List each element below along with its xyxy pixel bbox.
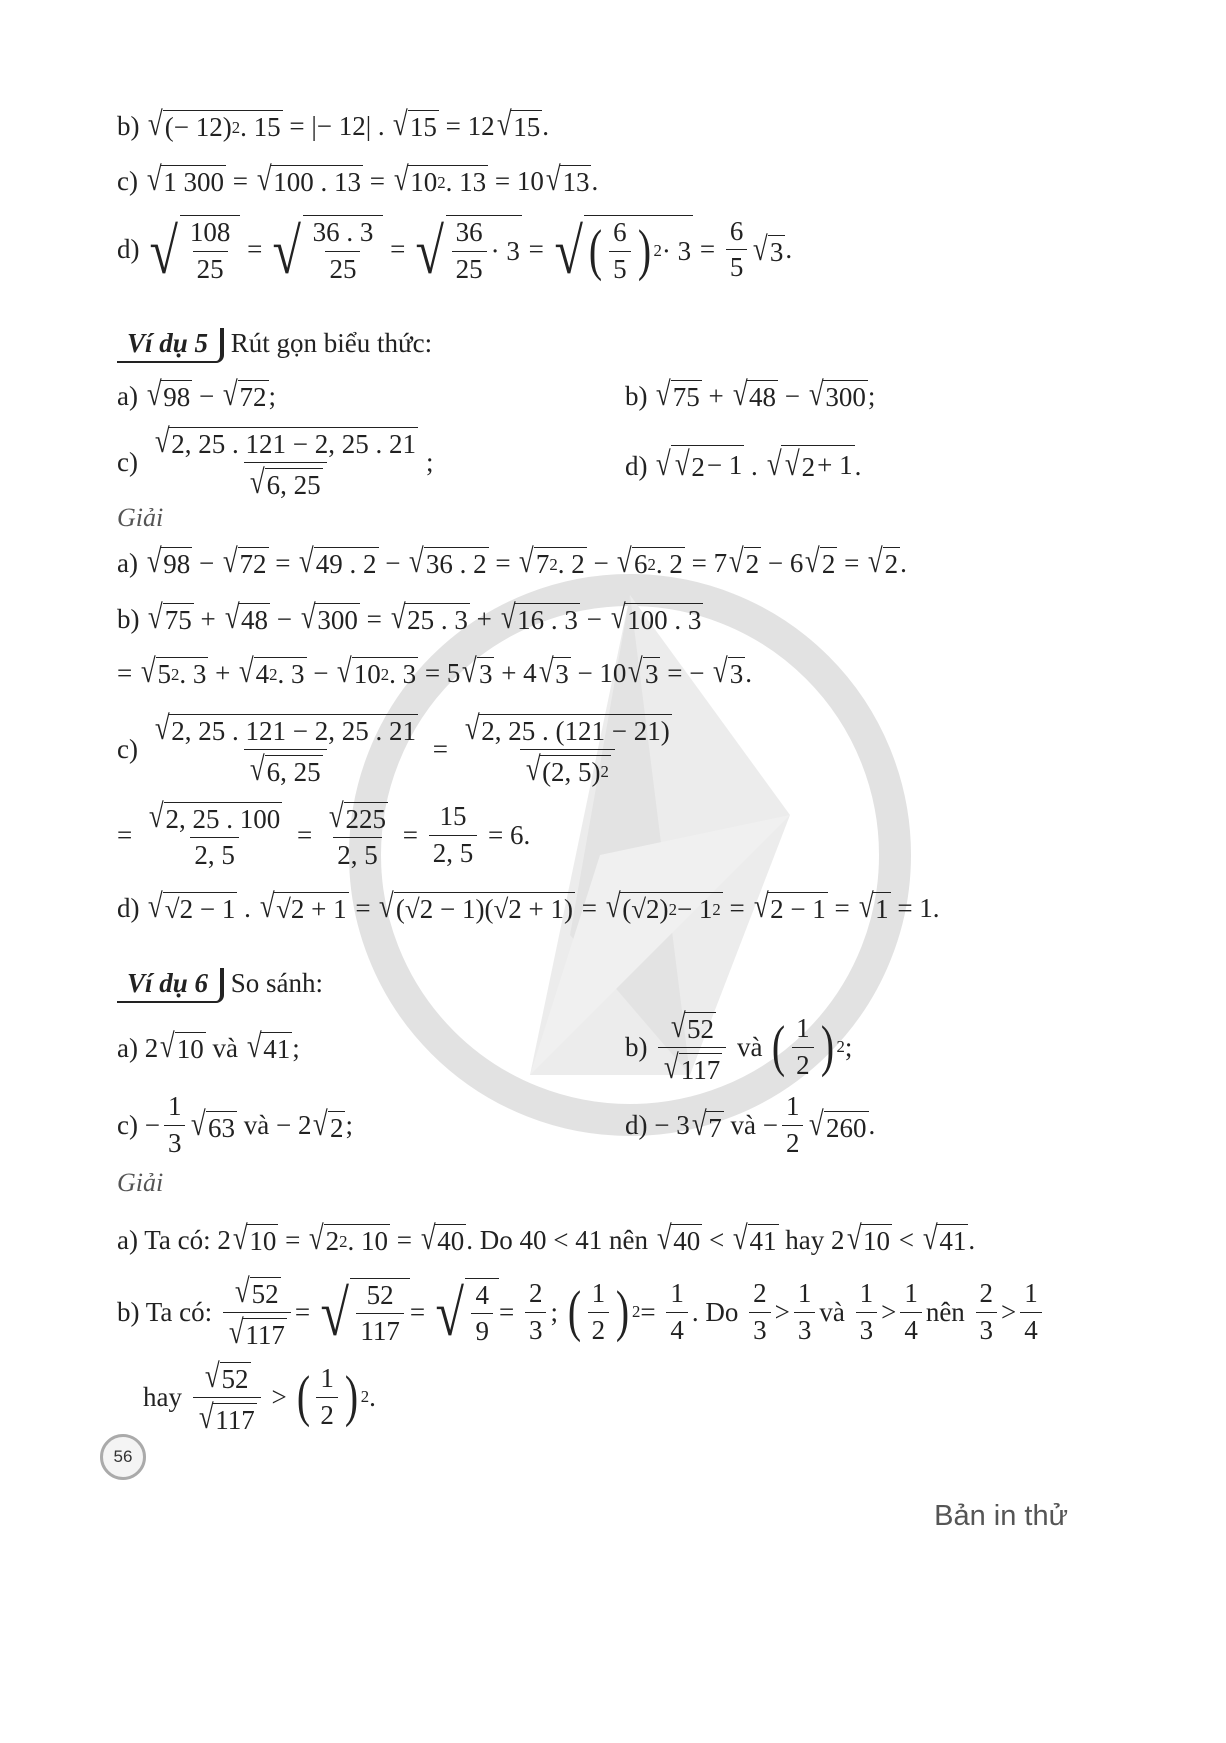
example-label: Ví dụ 6 xyxy=(117,968,224,1003)
example-6-heading xyxy=(117,968,323,1003)
ex5-solution-a: a) √ 98 − √ 72 = √ 49 . 2 − √ 36 . 2 = √ 7 2 . 2 − √ 6 2 . 2 = 7 √ 2 − 6 √ 2 = √ 2 . xyxy=(117,543,907,580)
example-prompt: Rút gọn biểu thức: xyxy=(230,328,433,358)
ex5-problem-c: c) √ 2, 25 . 121 − 2, 25 . 21 √ 6, 25 ; xyxy=(117,423,434,501)
ex6-solution-b-line2: hay √ 52 √ 117 > ( $\frac{1}{2}$ ) 2 . xyxy=(143,1358,376,1436)
ex6-problem-b: b) √ 52 √ 117 và ( $\frac{1}{2}$ ) 2 ; xyxy=(625,1008,853,1086)
ex5-solution-c-line2: = √ 2, 25 . 100 2, 5 = √ 225 2, 5 = $\frac{15}{2, 5}$ = 6. xyxy=(117,798,531,870)
ex6-problem-c: c) − $\frac{1}{3}$ √ 63 và − 2 √ 2 ; xyxy=(117,1091,353,1158)
example4-part-b: b) √ (− 12) 2 . 15 = |− 12| . √ 15 = 12 √ 15 . xyxy=(117,106,549,143)
ex5-problem-a: a) √ 98 − √ 72 ; xyxy=(117,376,277,413)
ex5-solution-b-line2: = √ 5 2 . 3 + √ 4 2 . 3 − √ 10 2 . 3 = 5 √ 3 + 4 √ 3 − 10 √ 3 = − √ 3 . xyxy=(117,653,752,690)
ex5-solution-c-line1: c) √ 2, 25 . 121 − 2, 25 . 21 √ 6, 25 = √ 2, 25 . (121 − 21) √ (2, 5) 2 xyxy=(117,710,670,788)
solution-label: Giải xyxy=(117,1168,164,1197)
ex6-solution-b-line1: b) Ta có: √ 52 √ 117 = √ $\frac{52}{117}$ = √ $\frac{4}{9}$ = $\frac{2}{3}$ ; ( $\frac{1}{2}$ ) 2 = $\frac{1}{4}$ . Do $\frac{2}{3}$ > $\frac{1}{3}$ và $\frac{1}{3}$ > $\frac{1}{4}$ nên $\frac{2}{3}$ > $\frac{1}{4}$ xyxy=(117,1275,1046,1350)
ex6-problem-a: a) 2 √ 10 và √ 41 ; xyxy=(117,1028,300,1065)
example4-part-d: d) √ $\frac{108}{25}$ = √ $\frac{36 . 3}{25}$ = √ $\frac{36}{25}$ · 3 = √ ( $\frac{6}{5}$ ) 2 · 3 = $\frac{6}{5}$ √ 3 . xyxy=(117,215,793,288)
ex6-problem-d: d) − 3 √ 7 và − $\frac{1}{2}$ √ 260 . xyxy=(625,1091,876,1158)
ex5-solution-d: d) √ √2 − 1 . √ √2 + 1 = √ (√2 − 1)(√2 + 1) = √ (√2) 2 − 1 2 = √ 2 − 1 = √ 1 = 1. xyxy=(117,888,940,925)
example4-part-c: c) √ 1 300 = √ 100 . 13 = √ 10 2 . 13 = 10 √ 13 . xyxy=(117,161,599,198)
page-number: 56 xyxy=(100,1434,146,1480)
example-5-heading xyxy=(117,328,432,363)
solution-label: Giải xyxy=(117,503,164,532)
draft-label: Bản in thử xyxy=(934,1500,1068,1532)
example-prompt: So sánh: xyxy=(230,968,324,998)
ex5-solution-b-line1: b) √ 75 + √ 48 − √ 300 = √ 25 . 3 + √ 16 . 3 − √ 100 . 3 xyxy=(117,599,702,636)
ex5-problem-d: d) √ √ 2 − 1 . √ √ 2 + 1 . xyxy=(625,446,862,483)
ex5-problem-b: b) √ 75 + √ 48 − √ 300 ; xyxy=(625,376,876,413)
ex6-solution-a: a) Ta có: 2 √ 10 = √ 2 2 . 10 = √ 40 . Do 40 < 41 nên √ 40 < √ 41 hay 2 √ 10 < √ 41 . xyxy=(117,1220,976,1257)
example-label: Ví dụ 5 xyxy=(117,328,224,363)
